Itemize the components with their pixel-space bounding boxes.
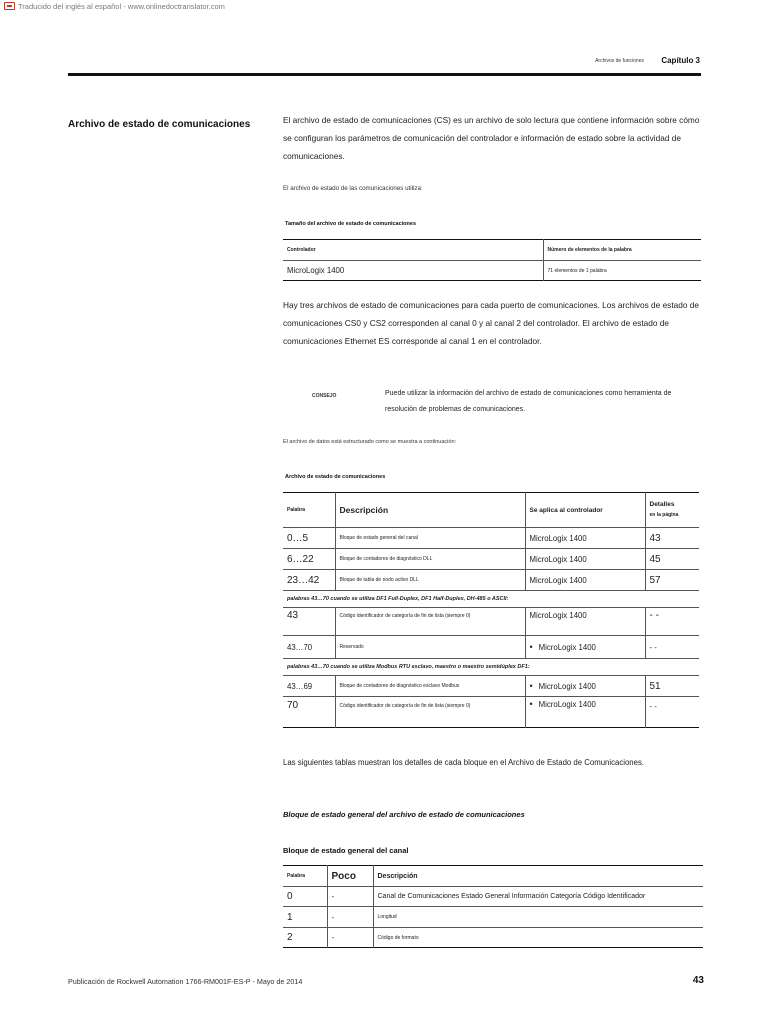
cs-col-applies: Se aplica al controlador — [525, 493, 645, 528]
table-row: 23…42 Bloque de tabla de nodo activo DLL MicroLogix 1400 57 — [283, 570, 699, 591]
table-separator: palabras 43…70 cuando se utiliza Modbus RTU esclavo, maestro o maestro semidúplex DF1: — [283, 659, 699, 676]
gen-col-bit: Poco — [327, 866, 373, 887]
header-section: Archivos de funciones — [595, 58, 644, 64]
table-row: 6…22 Bloque de contadores de diagnóstico DLL MicroLogix 1400 45 — [283, 549, 699, 570]
table-separator: palabras 43…70 cuando se utiliza DF1 Full-Duplex, DF1 Half-Duplex, DH-485 o ASCII: — [283, 591, 699, 608]
files-paragraph: Hay tres archivos de estado de comunicaciones para cada puerto de comunicaciones. Los archivos de estado de comunicaciones CS0 y CS2 corresponden al canal 0 y al canal 2 del controlador. El archivo de estado de comunicaciones Ethernet ES corresponde al canal 1 en el controlador. — [283, 300, 700, 346]
general-status-table — [283, 865, 703, 948]
uses-text: El archivo de estado de las comunicaciones utiliza: — [283, 185, 423, 192]
header-rule — [68, 73, 701, 76]
size-table — [283, 239, 701, 281]
translator-banner[interactable] — [0, 0, 225, 12]
table-row: 0 - Canal de Comunicaciones Estado General Información Categoría Código Identificador — [283, 887, 703, 907]
translator-banner-text: Traducido del inglés al español - www.onlinedoctranslator.com — [18, 1, 225, 11]
block-heading: Bloque de estado general del archivo de estado de comunicaciones — [283, 810, 525, 819]
table-row: 43 Código identificador de categoría de fin de lista (siempre 0) MicroLogix 1400 - - — [283, 608, 699, 636]
cs-table — [283, 492, 699, 728]
intro-paragraph: El archivo de estado de comunicaciones (CS) es un archivo de solo lectura que contiene información sobre cómo se configuran los parámetros de comunicación del controlador e información de estado sobre la actividad de comunicaciones. — [283, 115, 700, 161]
section-title: Archivo de estado de comunicaciones — [68, 119, 251, 130]
table-row: 43…70 Reservado • MicroLogix 1400 - - — [283, 636, 699, 659]
cs-col-word: Palabra — [283, 493, 335, 528]
table-row: MicroLogix 1400 71 elementos de 1 palabra — [283, 261, 701, 281]
gen-table-caption: Bloque de estado general del canal — [283, 846, 409, 855]
table-row: 70 Código identificador de categoría de fin de lista (siempre 0) • MicroLogix 1400 - - — [283, 697, 699, 728]
size-table-caption: Tamaño del archivo de estado de comunicaciones — [285, 221, 417, 227]
gen-col-word: Palabra — [283, 866, 327, 887]
header-chapter: Capítulo 3 — [661, 56, 700, 65]
tip-label: CONSEJO — [312, 393, 337, 399]
page-number: 43 — [692, 975, 704, 986]
table-row: 2 - Código de formato — [283, 928, 703, 948]
following-paragraph: Las siguientes tablas muestran los detalles de cada bloque en el Archivo de Estado de Comunicaciones. — [283, 758, 645, 767]
size-col-controller: Controlador — [283, 240, 543, 261]
size-col-elements: Número de elementos de la palabra — [543, 240, 701, 261]
gen-col-desc: Descripción — [373, 866, 703, 887]
table-row: 1 - Longitud — [283, 907, 703, 928]
structure-text: El archivo de datos está estructurado como se muestra a continuación: — [283, 439, 457, 445]
cs-col-desc: Descripción — [335, 493, 525, 528]
cs-col-details: Detalles en la página — [645, 493, 699, 528]
document-icon — [4, 2, 15, 10]
footer-publication: Publicación de Rockwell Automation 1766-RM001F-ES-P - Mayo de 2014 — [68, 977, 303, 986]
tip-text: Puede utilizar la información del archivo de estado de comunicaciones como herramienta de resolución de problemas de comunicaciones. — [385, 390, 672, 413]
table-row: 0…5 Bloque de estado general del canal MicroLogix 1400 43 — [283, 528, 699, 549]
cs-table-caption: Archivo de estado de comunicaciones — [285, 474, 386, 480]
table-row: 43…69 Bloque de contadores de diagnóstico esclavo Modbus • MicroLogix 1400 51 — [283, 676, 699, 697]
